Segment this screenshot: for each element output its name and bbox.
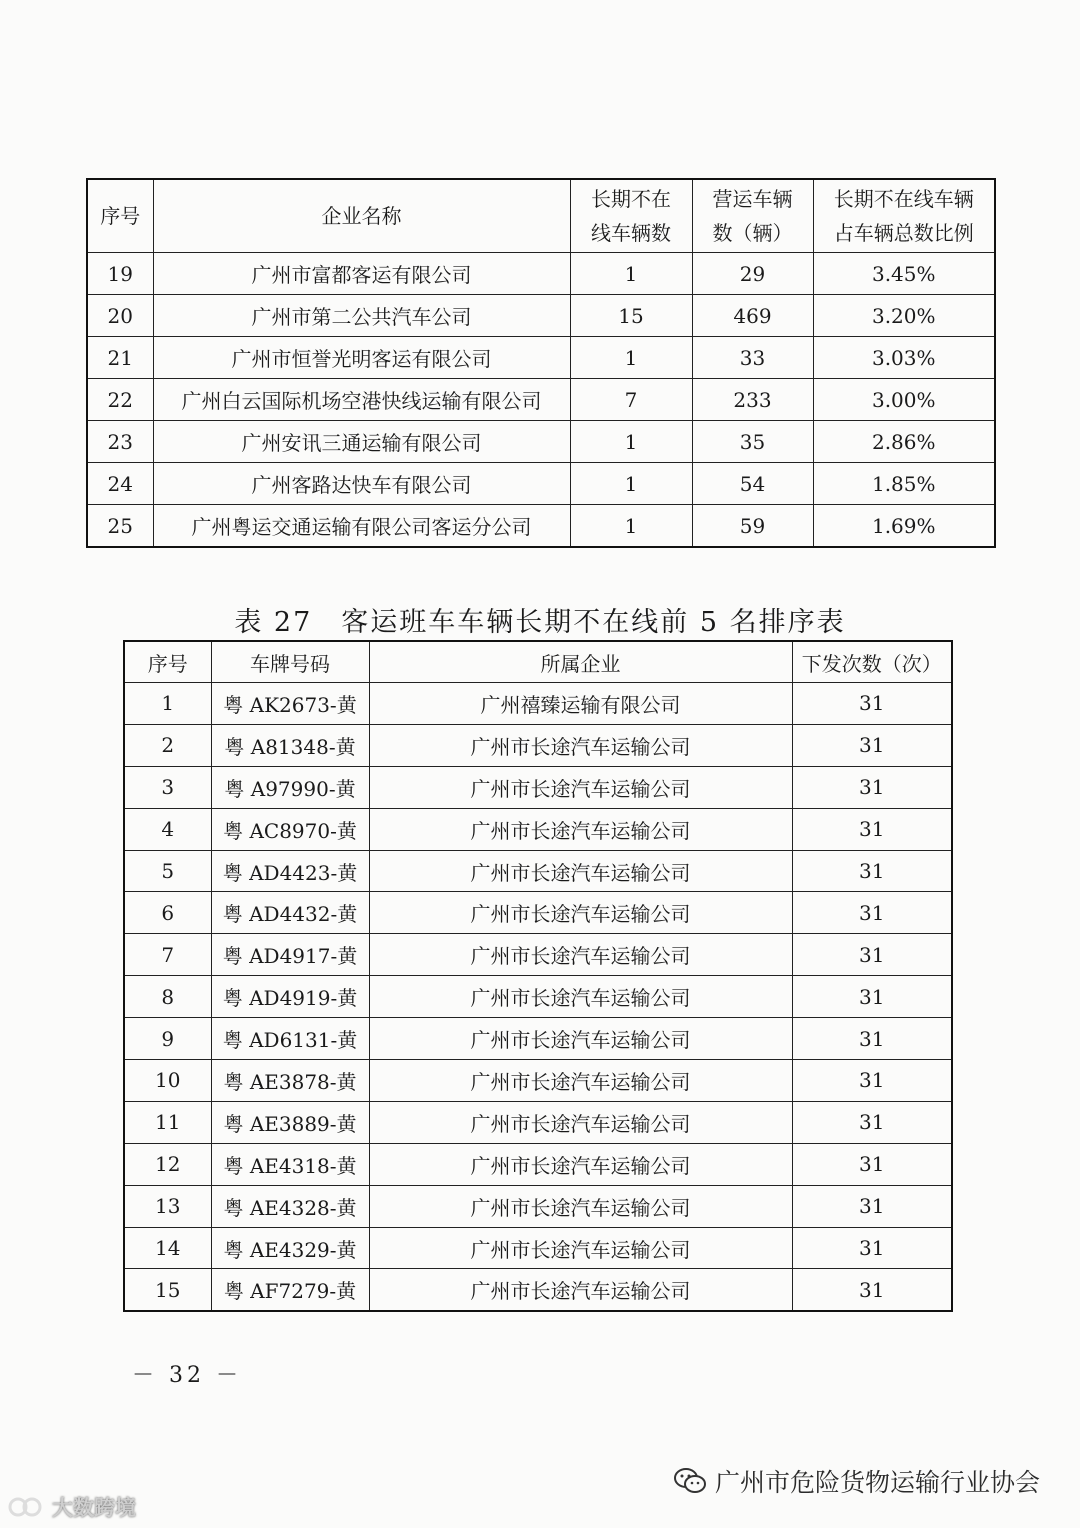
cell-company: 广州市长途汽车运输公司 xyxy=(369,808,792,850)
cell-seq: 22 xyxy=(87,379,153,421)
cell-plate: 粤 AE4328-黄 xyxy=(211,1185,369,1227)
header-vehicles xyxy=(692,179,813,253)
cell-company: 广州客路达快车有限公司 xyxy=(153,463,570,505)
cell-seq: 12 xyxy=(124,1143,211,1185)
cell-seq: 14 xyxy=(124,1227,211,1269)
header-ratio-line2: 占车辆总数比例 xyxy=(833,221,974,245)
cell-seq: 5 xyxy=(124,850,211,892)
table-row xyxy=(124,1185,952,1227)
enterprise-offline-table xyxy=(86,178,996,548)
cell-seq: 15 xyxy=(124,1269,211,1311)
cell-company: 广州市长途汽车运输公司 xyxy=(369,1185,792,1227)
table-row xyxy=(124,1018,952,1060)
page-number: － 32 － xyxy=(132,1363,242,1388)
table-row xyxy=(87,421,995,463)
table-row xyxy=(124,1060,952,1102)
table-row xyxy=(124,724,952,766)
cell-seq: 3 xyxy=(124,766,211,808)
cell-plate: 粤 AD4423-黄 xyxy=(211,850,369,892)
header-count: 下发次数（次） xyxy=(792,641,952,683)
cell-seq: 19 xyxy=(87,253,153,295)
table-row xyxy=(87,463,995,505)
cell-plate: 粤 AD6131-黄 xyxy=(211,1018,369,1060)
header-vehicles-line1: 营运车辆 xyxy=(712,187,793,211)
cell-count: 31 xyxy=(792,850,952,892)
table-row xyxy=(124,683,952,725)
table-row xyxy=(87,295,995,337)
cell-count: 31 xyxy=(792,934,952,976)
cell-company: 广州市长途汽车运输公司 xyxy=(369,1101,792,1143)
cell-plate: 粤 AD4919-黄 xyxy=(211,976,369,1018)
cell-company: 广州市长途汽车运输公司 xyxy=(369,1143,792,1185)
cell-count: 31 xyxy=(792,892,952,934)
table-row xyxy=(124,850,952,892)
table-row xyxy=(124,1101,952,1143)
cell-count: 31 xyxy=(792,724,952,766)
cell-company: 广州禧臻运输有限公司 xyxy=(369,683,792,725)
cell-company: 广州市长途汽车运输公司 xyxy=(369,976,792,1018)
cell-plate: 粤 AK2673-黄 xyxy=(211,683,369,725)
table-row xyxy=(124,934,952,976)
cell-plate: 粤 AE3878-黄 xyxy=(211,1060,369,1102)
cell-seq: 2 xyxy=(124,724,211,766)
cell-company: 广州市恒誉光明客运有限公司 xyxy=(153,337,570,379)
cell-ratio: 3.20% xyxy=(813,295,995,337)
cell-count: 31 xyxy=(792,808,952,850)
cell-vehicles: 35 xyxy=(692,421,813,463)
cell-count: 31 xyxy=(792,1269,952,1311)
cell-seq: 10 xyxy=(124,1060,211,1102)
cell-offline: 1 xyxy=(570,421,692,463)
cell-count: 31 xyxy=(792,1060,952,1102)
cell-seq: 11 xyxy=(124,1101,211,1143)
cell-vehicles: 233 xyxy=(692,379,813,421)
header-vehicles-line2: 数（辆） xyxy=(712,221,793,245)
table-row xyxy=(124,808,952,850)
cell-company: 广州市长途汽车运输公司 xyxy=(369,892,792,934)
table-row xyxy=(124,766,952,808)
cell-ratio: 3.00% xyxy=(813,379,995,421)
cell-count: 31 xyxy=(792,1143,952,1185)
table-row xyxy=(87,379,995,421)
cell-company: 广州市长途汽车运输公司 xyxy=(369,1060,792,1102)
cell-company: 广州粤运交通运输有限公司客运分公司 xyxy=(153,505,570,548)
header-plate: 车牌号码 xyxy=(211,641,369,683)
table-row xyxy=(87,253,995,295)
cell-ratio: 2.86% xyxy=(813,421,995,463)
cell-plate: 粤 AE4318-黄 xyxy=(211,1143,369,1185)
cell-plate: 粤 AD4432-黄 xyxy=(211,892,369,934)
cell-vehicles: 33 xyxy=(692,337,813,379)
brand-logo-icon xyxy=(8,1495,48,1519)
cell-seq: 6 xyxy=(124,892,211,934)
watermark-left xyxy=(8,1492,136,1522)
cell-seq: 7 xyxy=(124,934,211,976)
watermark-right-text: 广州市危险货物运输行业协会 xyxy=(714,1468,1040,1497)
table-row xyxy=(124,1269,952,1311)
cell-count: 31 xyxy=(792,1227,952,1269)
cell-seq: 8 xyxy=(124,976,211,1018)
cell-plate: 粤 AE4329-黄 xyxy=(211,1227,369,1269)
cell-vehicles: 29 xyxy=(692,253,813,295)
cell-ratio: 3.03% xyxy=(813,337,995,379)
cell-offline: 1 xyxy=(570,505,692,548)
header-offline-line1: 长期不在 xyxy=(591,187,671,211)
cell-company: 广州市长途汽车运输公司 xyxy=(369,934,792,976)
cell-plate: 粤 AF7279-黄 xyxy=(211,1269,369,1311)
cell-offline: 7 xyxy=(570,379,692,421)
header-company: 所属企业 xyxy=(369,641,792,683)
cell-offline: 1 xyxy=(570,253,692,295)
cell-plate: 粤 A97990-黄 xyxy=(211,766,369,808)
cell-count: 31 xyxy=(792,976,952,1018)
header-ratio-line1: 长期不在线车辆 xyxy=(833,187,974,211)
header-offline-line2: 线车辆数 xyxy=(591,221,671,245)
cell-count: 31 xyxy=(792,766,952,808)
cell-plate: 粤 AE3889-黄 xyxy=(211,1101,369,1143)
table-header-row xyxy=(124,641,952,683)
cell-count: 31 xyxy=(792,1185,952,1227)
cell-ratio: 3.45% xyxy=(813,253,995,295)
header-ratio xyxy=(813,179,995,253)
cell-vehicles: 469 xyxy=(692,295,813,337)
cell-vehicles: 54 xyxy=(692,463,813,505)
cell-company: 广州市长途汽车运输公司 xyxy=(369,1227,792,1269)
cell-count: 31 xyxy=(792,1101,952,1143)
table-row xyxy=(124,892,952,934)
cell-seq: 9 xyxy=(124,1018,211,1060)
table-row xyxy=(124,976,952,1018)
table-row xyxy=(124,1143,952,1185)
cell-offline: 15 xyxy=(570,295,692,337)
cell-company: 广州安讯三通运输有限公司 xyxy=(153,421,570,463)
cell-company: 广州市第二公共汽车公司 xyxy=(153,295,570,337)
cell-seq: 1 xyxy=(124,683,211,725)
cell-company: 广州市长途汽车运输公司 xyxy=(369,850,792,892)
cell-seq: 23 xyxy=(87,421,153,463)
cell-seq: 21 xyxy=(87,337,153,379)
cell-ratio: 1.85% xyxy=(813,463,995,505)
cell-count: 31 xyxy=(792,1018,952,1060)
table-27-caption: 表 27 客运班车车辆长期不在线前 5 名排序表 xyxy=(234,607,846,638)
table-row xyxy=(124,1227,952,1269)
table-header-row xyxy=(87,179,995,253)
wechat-icon xyxy=(673,1467,707,1495)
watermark-right xyxy=(673,1463,1040,1499)
cell-seq: 25 xyxy=(87,505,153,548)
cell-seq: 4 xyxy=(124,808,211,850)
cell-plate: 粤 A81348-黄 xyxy=(211,724,369,766)
cell-company: 广州市长途汽车运输公司 xyxy=(369,1269,792,1311)
cell-offline: 1 xyxy=(570,463,692,505)
cell-count: 31 xyxy=(792,683,952,725)
table-row xyxy=(87,505,995,548)
cell-offline: 1 xyxy=(570,337,692,379)
cell-company: 广州白云国际机场空港快线运输有限公司 xyxy=(153,379,570,421)
cell-company: 广州市长途汽车运输公司 xyxy=(369,1018,792,1060)
watermark-left-text: 大数跨境 xyxy=(52,1496,136,1520)
cell-seq: 24 xyxy=(87,463,153,505)
header-seq: 序号 xyxy=(87,179,153,253)
header-offline xyxy=(570,179,692,253)
header-company: 企业名称 xyxy=(153,179,570,253)
cell-company: 广州市富都客运有限公司 xyxy=(153,253,570,295)
cell-seq: 13 xyxy=(124,1185,211,1227)
cell-plate: 粤 AD4917-黄 xyxy=(211,934,369,976)
cell-company: 广州市长途汽车运输公司 xyxy=(369,724,792,766)
header-seq: 序号 xyxy=(124,641,211,683)
cell-company: 广州市长途汽车运输公司 xyxy=(369,766,792,808)
cell-seq: 20 xyxy=(87,295,153,337)
cell-ratio: 1.69% xyxy=(813,505,995,548)
cell-vehicles: 59 xyxy=(692,505,813,548)
bus-offline-ranking-table xyxy=(123,640,953,1312)
cell-plate: 粤 AC8970-黄 xyxy=(211,808,369,850)
table-row xyxy=(87,337,995,379)
